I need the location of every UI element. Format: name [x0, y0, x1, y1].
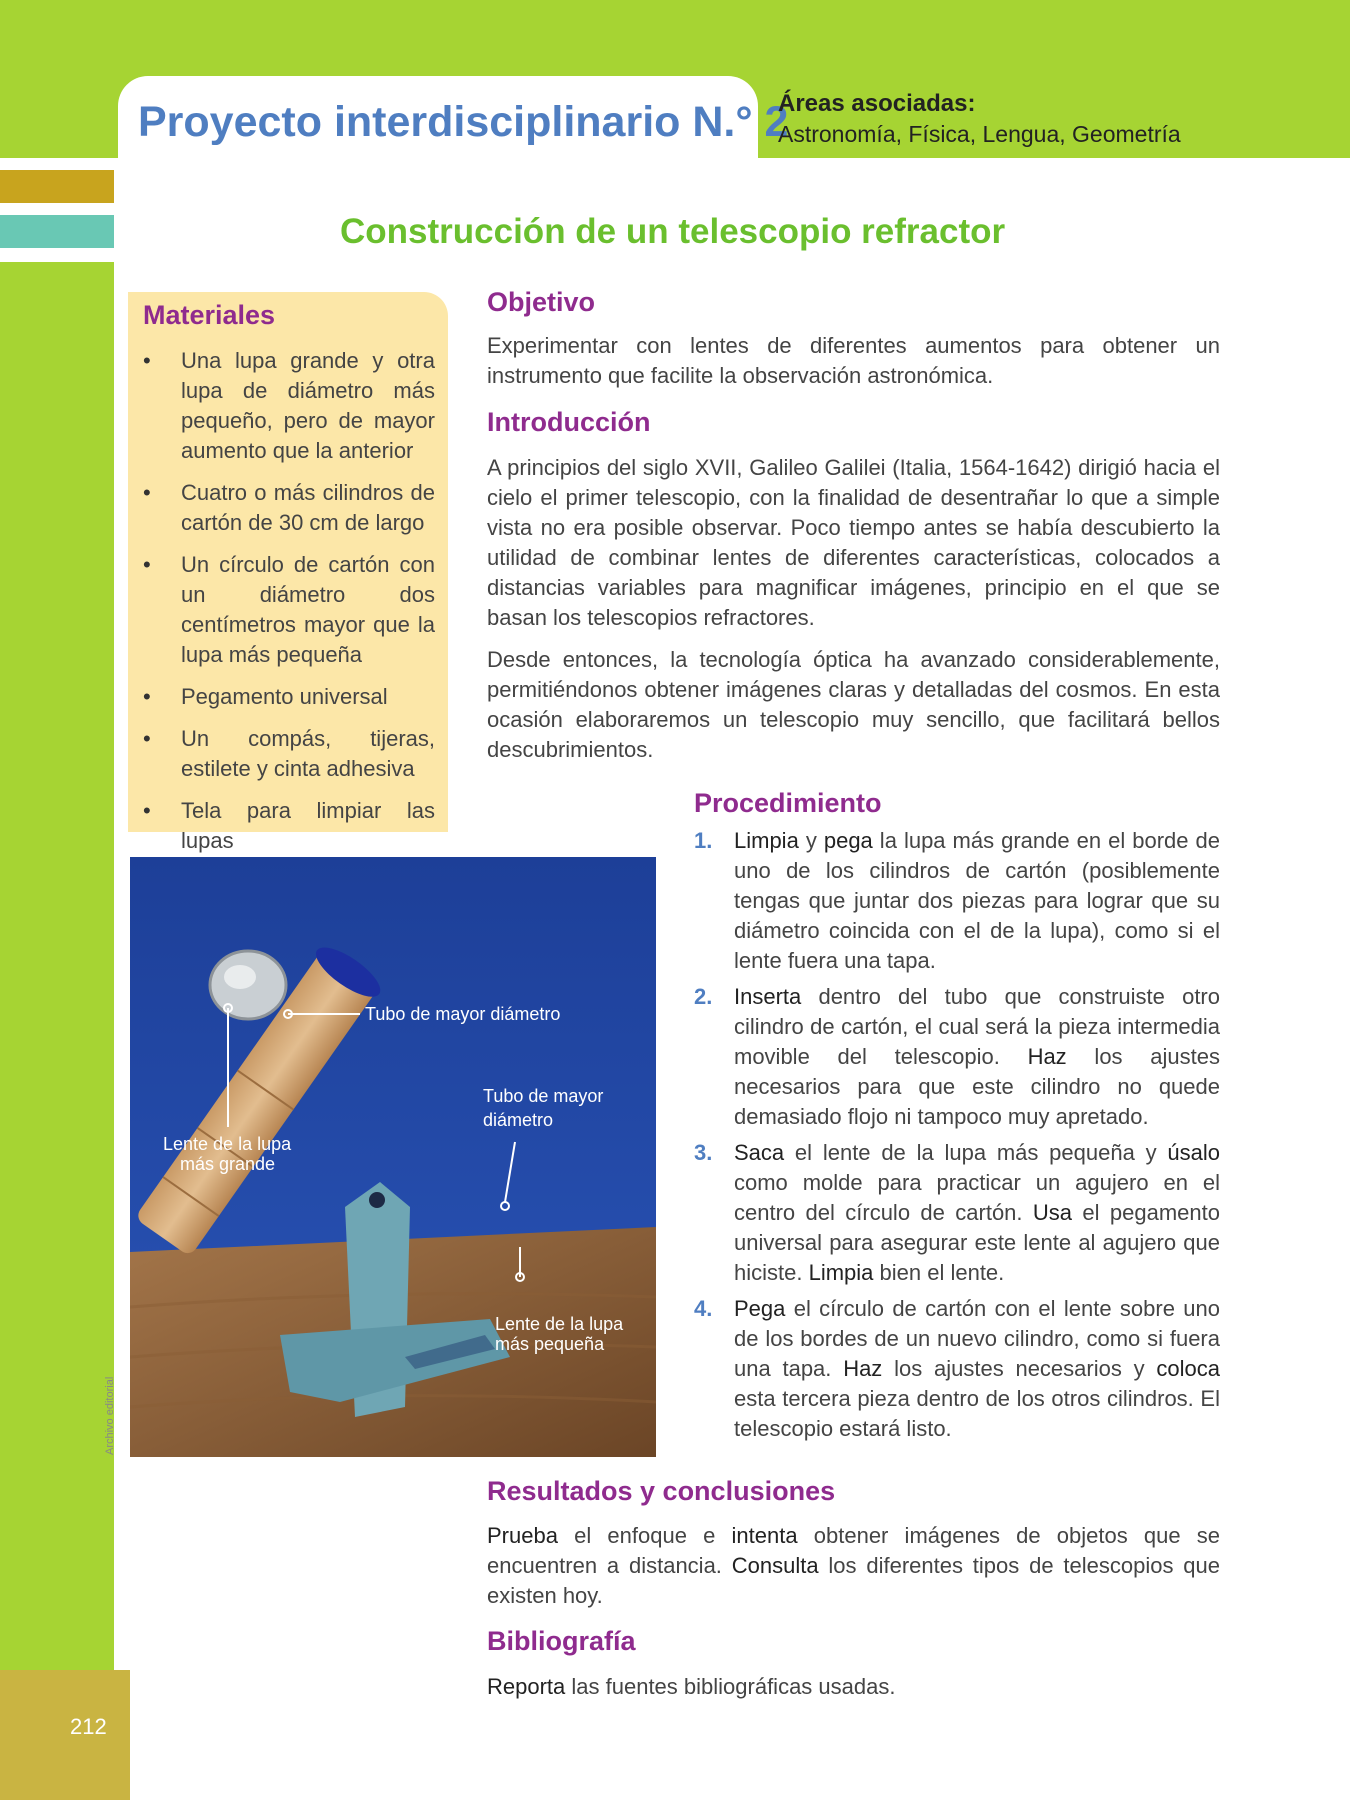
bibliography-text: Reporta las fuentes bibliográficas usadas. — [487, 1674, 896, 1699]
procedure-list — [694, 826, 1220, 1450]
strip-divider — [0, 248, 114, 262]
step-number: 1. — [694, 828, 713, 853]
procedure-step: 2. Inserta dentro del tubo que construiste otro cilindro de cartón, el cual será la pieza intermedia movible del telescopio. Haz los ajustes necesarios para que este cilindro no quede demasiado flojo ni tampoco muy apretado. — [694, 984, 1220, 1129]
introduction-paragraph-1: A principios del siglo XVII, Galileo Galilei (Italia, 1564-1642) dirigió hacia el cielo el primer telescopio, con la finalidad de desentrañar lo que a simple vista no era posible observar. Poco tiempo antes se había descubierto la utilidad de combinar lentes de diferentes características, colocados a distancias variables para magnificar imágenes, principio en el que se basan los telescopios refractores. — [487, 455, 1220, 630]
main-heading: Construcción de un telescopio refractor — [340, 212, 1006, 251]
project-title: Proyecto interdisciplinario N.° 2 — [138, 98, 789, 146]
strip-divider — [0, 158, 114, 170]
introduction-title: Introducción — [487, 407, 651, 437]
procedure-step: 3. Saca el lente de la lupa más pequeña y úsalo como molde para practicar un agujero en el centro del círculo de cartón. Usa el pegamento universal para asegurar este lente al agujero que hiciste. Limpia bien el lente. — [694, 1140, 1220, 1285]
label-lens-large-2: más grande — [180, 1154, 276, 1174]
list-item: • Un compás, tijeras, estilete y cinta adhesiva — [143, 724, 435, 784]
strip-divider — [0, 203, 114, 215]
list-item: • Cuatro o más cilindros de cartón de 30 cm de largo — [143, 478, 435, 538]
objective-title: Objetivo — [487, 287, 596, 317]
procedure-step: 4. Pega el círculo de cartón con el lente sobre uno de los bordes de un nuevo cilindro, como si fuera una tapa. Haz los ajustes necesarios y coloca esta tercera pieza dentro de los otros cilindros. El telescopio estará listo. — [694, 1296, 1220, 1441]
label-lens-large-1: Lente de la lupa — [163, 1134, 292, 1154]
materials-title: Materiales — [143, 300, 276, 330]
list-item: • Un círculo de cartón con un diámetro dos centímetros mayor que la lupa más pequeña — [143, 550, 435, 670]
step-number: 4. — [694, 1296, 713, 1321]
step-number: 2. — [694, 984, 713, 1009]
bibliography-title: Bibliografía — [487, 1626, 636, 1656]
list-item: • Tela para limpiar las lupas — [143, 796, 435, 856]
page-number: 212 — [70, 1714, 107, 1739]
areas-list: Astronomía, Física, Lengua, Geometría — [778, 121, 1181, 147]
results-text: Prueba el enfoque e intenta obtener imágenes de objetos que se encuentren a distancia. Consulta los diferentes tipos de telescopios que existen hoy. — [487, 1523, 1220, 1608]
materials-list — [143, 346, 435, 868]
label-tube-mid-1: Tubo de mayor — [483, 1086, 604, 1106]
introduction-paragraph-2: Desde entonces, la tecnología óptica ha avanzado considerablemente, permitiéndonos obtener imágenes claras y detalladas del cosmos. En esta ocasión elaboraremos un telescopio muy sencillo, que facilitará bellos descubrimientos. — [487, 647, 1220, 762]
label-lens-small-1: Lente de la lupa — [495, 1314, 624, 1334]
label-tube-mid-2: diámetro — [483, 1110, 554, 1130]
photo-credit: Archivo editorial — [104, 1376, 116, 1455]
strip-ochre-band — [0, 170, 114, 203]
procedure-step: 1. Limpia y pega la lupa más grande en el borde de uno de los cilindros de cartón (posiblemente tengas que juntar dos piezas para lograr que su diámetro coincida con el de la lupa), como si el lente fuera una tapa. — [694, 828, 1220, 973]
step-number: 3. — [694, 1140, 713, 1165]
list-item: • Pegamento universal — [143, 682, 435, 712]
results-title: Resultados y conclusiones — [487, 1476, 836, 1506]
list-item: • Una lupa grande y otra lupa de diámetro más pequeño, pero de mayor aumento que la anterior — [143, 346, 435, 466]
procedure-title: Procedimiento — [694, 788, 882, 818]
strip-teal-band — [0, 215, 114, 248]
areas-heading: Áreas asociadas: — [778, 90, 976, 117]
page-number-box — [0, 1670, 130, 1800]
label-tube-top: Tubo de mayor diámetro — [365, 1004, 561, 1024]
side-strip — [0, 158, 114, 1800]
label-lens-small-2: más pequeña — [495, 1334, 605, 1354]
objective-text: Experimentar con lentes de diferentes aumentos para obtener un instrumento que facilite la observación astronómica. — [487, 333, 1220, 388]
